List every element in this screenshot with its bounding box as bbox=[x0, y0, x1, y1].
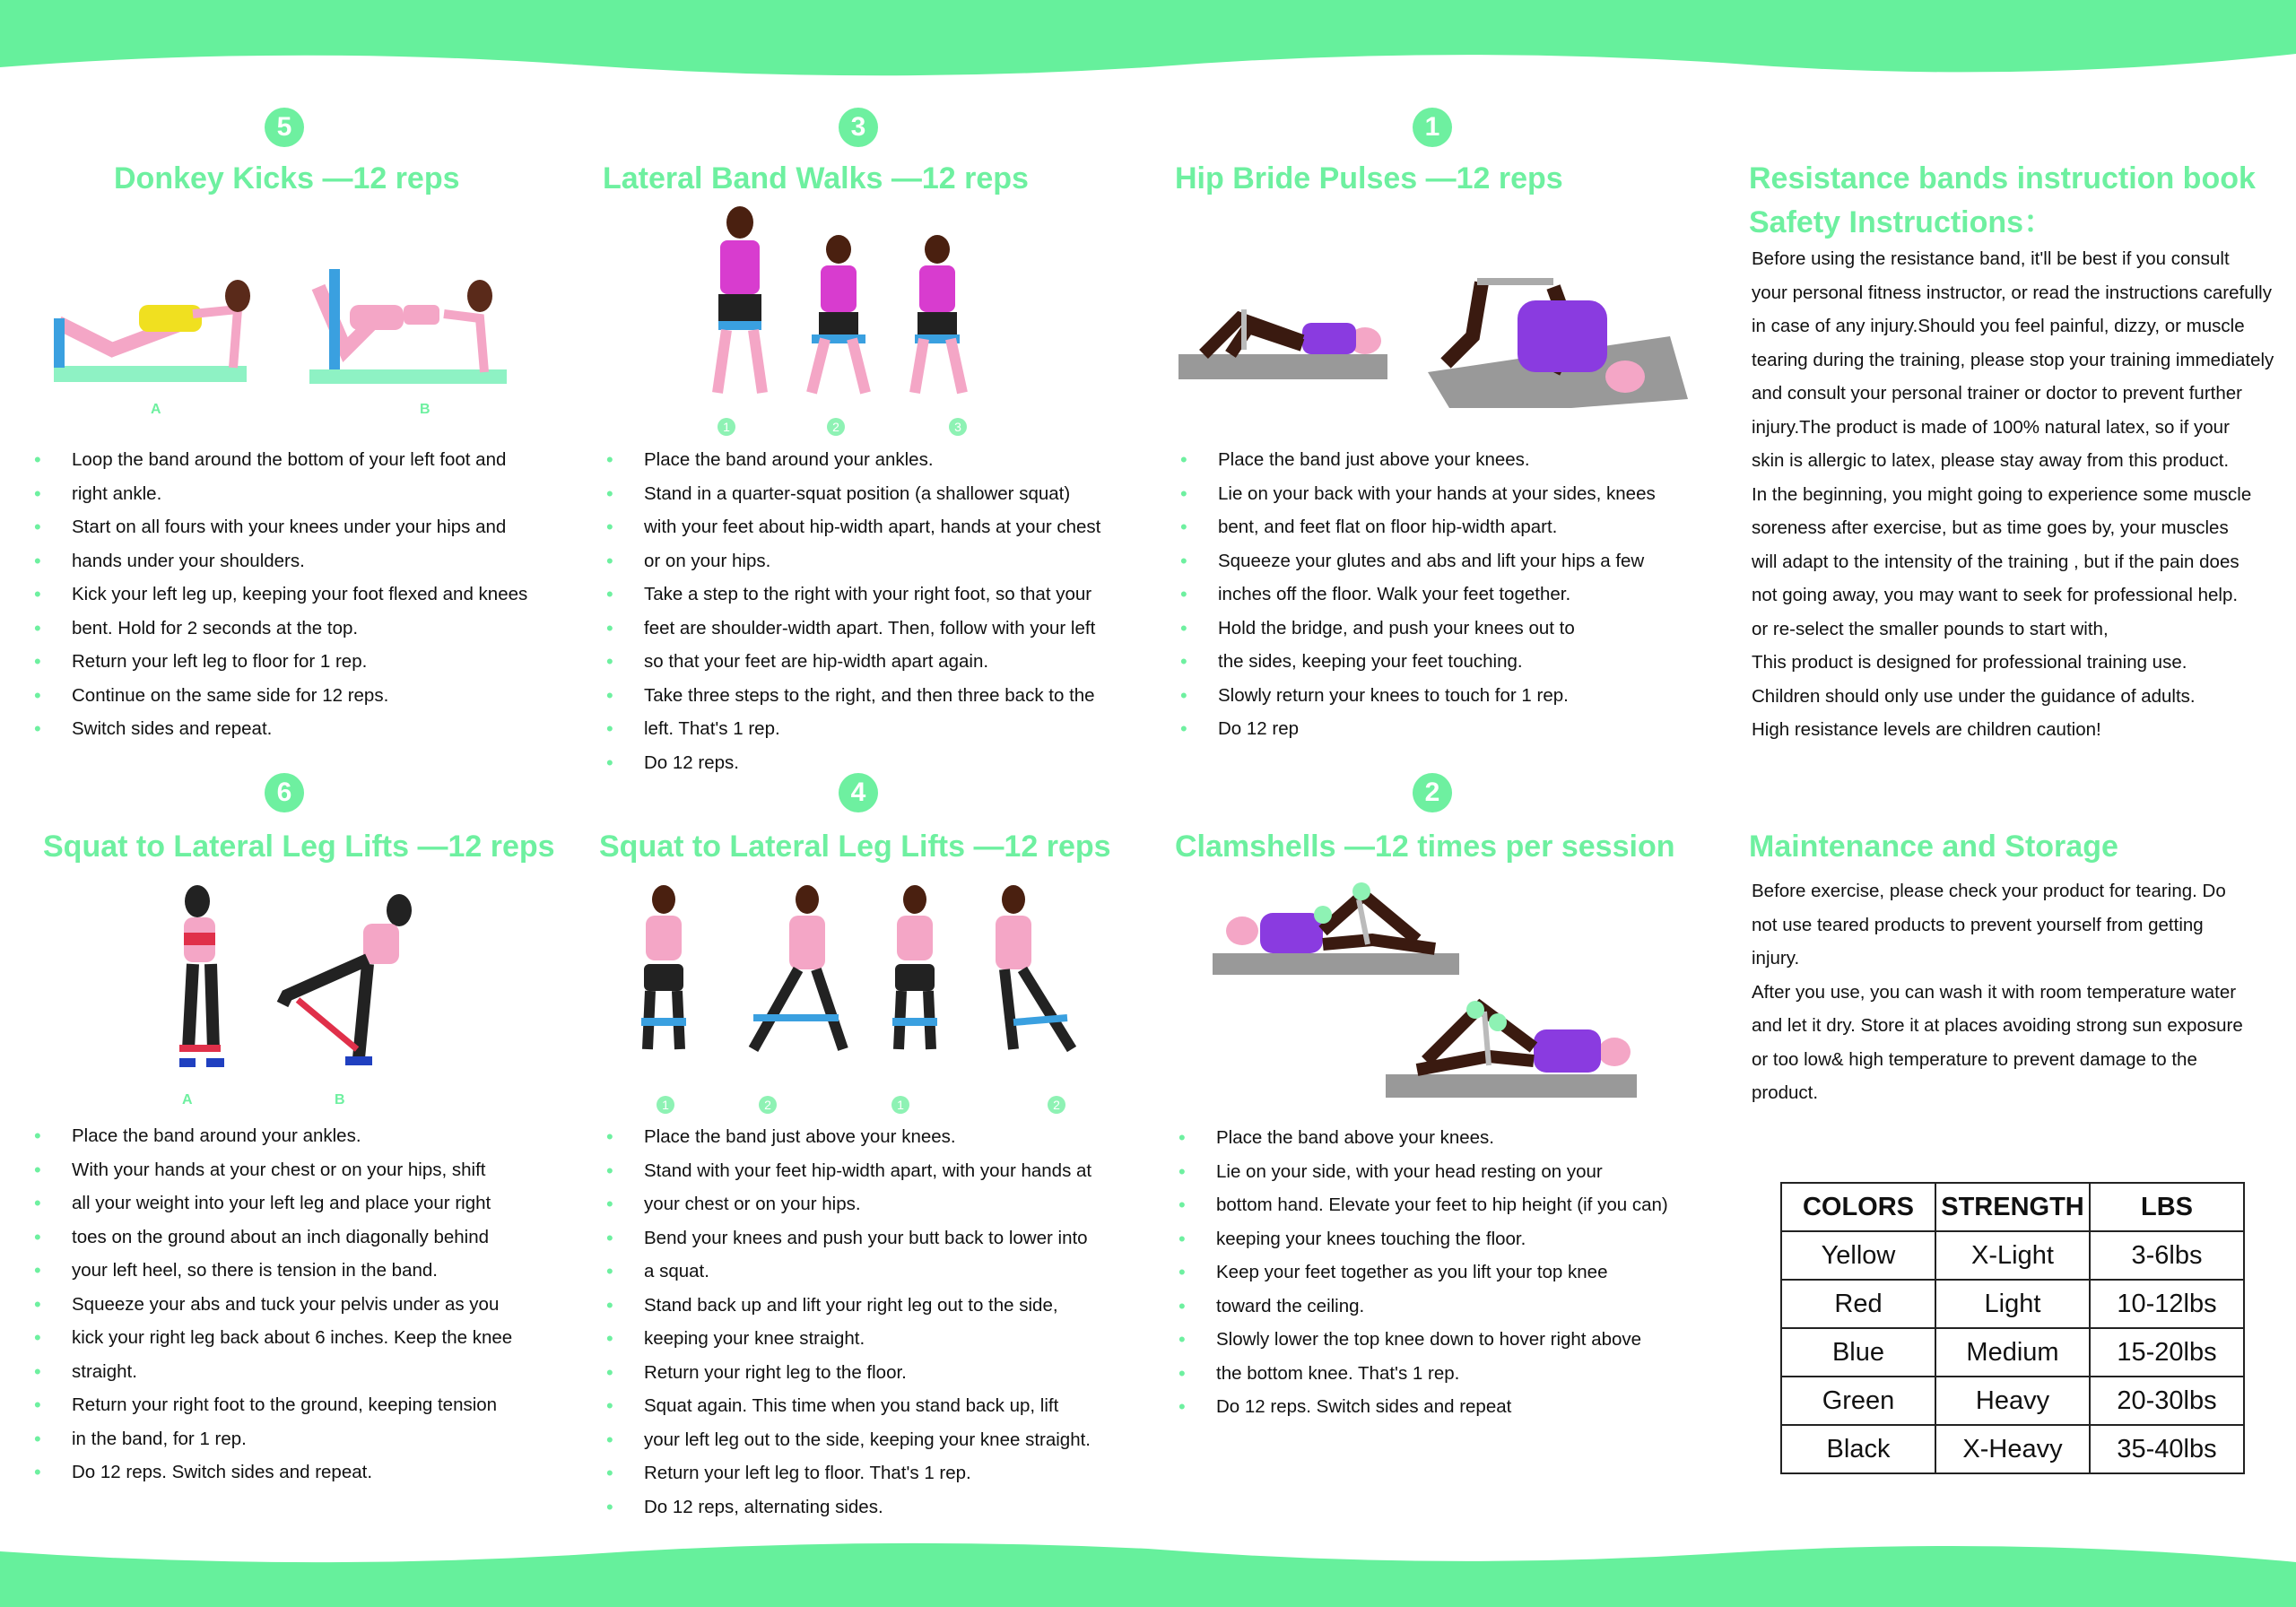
table-row bbox=[1781, 1425, 2244, 1473]
step-badge: 1 bbox=[1413, 108, 1452, 147]
list-item: • bent. Hold for 2 seconds at the top. bbox=[34, 612, 527, 646]
list-item: • bent, and feet flat on floor hip-width apart. bbox=[1180, 510, 1656, 544]
list-item: • Slowly lower the top knee down to hover right above bbox=[1178, 1323, 1668, 1357]
text-line: not going away, you may want to seek for professional help. bbox=[1752, 585, 2239, 605]
instruction-list bbox=[606, 443, 1100, 779]
list-item: • Do 12 rep bbox=[1180, 712, 1656, 746]
hip-bridge-illustration bbox=[1177, 265, 1688, 408]
list-item: • Return your left leg to floor for 1 rep. bbox=[34, 645, 527, 679]
step-badge: 4 bbox=[839, 773, 878, 812]
text-line: This product is designed for professional training use. bbox=[1752, 652, 2187, 673]
list-item: • Switch sides and repeat. bbox=[34, 712, 527, 746]
table-cell: Blue bbox=[1781, 1328, 1935, 1377]
list-item: • feet are shoulder-width apart. Then, follow with your left bbox=[606, 612, 1100, 646]
list-item: • or on your hips. bbox=[606, 544, 1100, 578]
safety-subtitle: Safety Instructions： bbox=[1749, 205, 2055, 239]
safety-text bbox=[1752, 242, 2274, 747]
step-badge: 5 bbox=[265, 108, 304, 147]
table-cell: Black bbox=[1781, 1425, 1935, 1473]
squat-leg-lift-illustration bbox=[628, 883, 1094, 1063]
exercise-title: Donkey Kicks —12 reps bbox=[114, 161, 460, 195]
list-item: • bottom hand. Elevate your feet to hip height (if you can) bbox=[1178, 1188, 1668, 1222]
list-item: • Return your left leg to floor. That's 1 rep. bbox=[606, 1456, 1091, 1490]
table-cell: Red bbox=[1781, 1280, 1935, 1328]
list-item: • Squeeze your abs and tuck your pelvis under as you bbox=[34, 1288, 512, 1322]
text-line: soreness after exercise, but as time goes by, your muscles bbox=[1752, 517, 2229, 538]
list-item: • Place the band around your ankles. bbox=[606, 443, 1100, 477]
list-item: • Return your right leg to the floor. bbox=[606, 1356, 1091, 1390]
exercise-title: Lateral Band Walks —12 reps bbox=[603, 161, 1029, 195]
list-item: • Take a step to the right with your right foot, so that your bbox=[606, 578, 1100, 612]
list-item: • Lie on your back with your hands at your sides, knees bbox=[1180, 477, 1656, 511]
text-line: tearing during the training, please stop your training immediately bbox=[1752, 349, 2274, 370]
instruction-list bbox=[1180, 443, 1656, 746]
table-header: STRENGTH bbox=[1935, 1183, 2090, 1231]
list-item: • with your feet about hip-width apart, hands at your chest bbox=[606, 510, 1100, 544]
figure-caption: A bbox=[151, 402, 161, 417]
list-item: • your left leg out to the side, keeping your knee straight. bbox=[606, 1423, 1091, 1457]
list-item: • Stand back up and lift your right leg out to the side, bbox=[606, 1289, 1091, 1323]
table-header-row bbox=[1781, 1183, 2244, 1231]
list-item: • Keep your feet together as you lift your top knee bbox=[1178, 1255, 1668, 1290]
text-line: Before exercise, please check your product for tearing. Do bbox=[1752, 881, 2226, 901]
figure-step-number: 1 bbox=[718, 418, 735, 436]
table-cell: X-Heavy bbox=[1935, 1425, 2090, 1473]
figure-step-number: 2 bbox=[1048, 1096, 1065, 1114]
text-line: or re-select the smaller pounds to start with, bbox=[1752, 618, 2109, 639]
list-item: • your left heel, so there is tension in the band. bbox=[34, 1254, 512, 1288]
list-item: • Stand in a quarter-squat position (a shallower squat) bbox=[606, 477, 1100, 511]
table-cell: 35-40lbs bbox=[2090, 1425, 2244, 1473]
instruction-list bbox=[34, 443, 527, 746]
list-item: • toward the ceiling. bbox=[1178, 1290, 1668, 1324]
text-line: Children should only use under the guidance of adults. bbox=[1752, 685, 2196, 707]
safety-title: Resistance bands instruction book bbox=[1749, 161, 2256, 195]
table-row bbox=[1781, 1231, 2244, 1280]
band-strength-table bbox=[1780, 1182, 2245, 1474]
text-line: and consult your personal trainer or doctor to prevent further bbox=[1752, 383, 2242, 404]
list-item: • all your weight into your left leg and place your right bbox=[34, 1186, 512, 1220]
instruction-list bbox=[1178, 1121, 1668, 1424]
top-wave-border bbox=[0, 0, 2296, 81]
table-cell: Green bbox=[1781, 1377, 1935, 1425]
list-item: • Place the band around your ankles. bbox=[34, 1119, 512, 1153]
table-cell: Heavy bbox=[1935, 1377, 2090, 1425]
list-item: • Slowly return your knees to touch for 1 rep. bbox=[1180, 679, 1656, 713]
list-item: • right ankle. bbox=[34, 477, 527, 511]
table-header: COLORS bbox=[1781, 1183, 1935, 1231]
list-item: • Continue on the same side for 12 reps. bbox=[34, 679, 527, 713]
table-cell: Medium bbox=[1935, 1328, 2090, 1377]
list-item: • straight. bbox=[34, 1355, 512, 1389]
text-line: your personal fitness instructor, or read the instructions carefully bbox=[1752, 282, 2272, 303]
clamshells-illustration bbox=[1211, 877, 1641, 1106]
list-item: • Squat again. This time when you stand back up, lift bbox=[606, 1389, 1091, 1423]
step-badge: 6 bbox=[265, 773, 304, 812]
instruction-list bbox=[606, 1120, 1091, 1524]
list-item: • the sides, keeping your feet touching. bbox=[1180, 645, 1656, 679]
figure-step-number: 1 bbox=[891, 1096, 909, 1114]
text-line: High resistance levels are children caution! bbox=[1752, 719, 2101, 740]
figure-step-number: 2 bbox=[827, 418, 845, 436]
list-item: • Take three steps to the right, and then three back to the bbox=[606, 679, 1100, 713]
exercise-title: Hip Bride Pulses —12 reps bbox=[1175, 161, 1563, 195]
lateral-band-walks-illustration bbox=[677, 204, 1000, 413]
table-cell: 3-6lbs bbox=[2090, 1231, 2244, 1280]
text-line: injury. bbox=[1752, 948, 1800, 969]
text-line: will adapt to the intensity of the training , but if the pain does bbox=[1752, 551, 2239, 572]
list-item: • a squat. bbox=[606, 1255, 1091, 1289]
list-item: • Stand with your feet hip-width apart, with your hands at bbox=[606, 1154, 1091, 1188]
exercise-title: Clamshells —12 times per session bbox=[1175, 830, 1675, 864]
text-line: not use teared products to prevent yourself from getting bbox=[1752, 914, 2204, 935]
squat-kickback-illustration bbox=[144, 883, 430, 1076]
list-item: • Squeeze your glutes and abs and lift your hips a few bbox=[1180, 544, 1656, 578]
text-line: or too low& high temperature to prevent damage to the bbox=[1752, 1048, 2197, 1070]
instruction-list bbox=[34, 1119, 512, 1490]
text-line: skin is allergic to latex, please stay away from this product. bbox=[1752, 450, 2230, 471]
text-line: injury.The product is made of 100% natural latex, so if your bbox=[1752, 416, 2230, 438]
list-item: • toes on the ground about an inch diagonally behind bbox=[34, 1220, 512, 1255]
list-item: • Return your right foot to the ground, keeping tension bbox=[34, 1388, 512, 1422]
table-row bbox=[1781, 1280, 2244, 1328]
table-header: LBS bbox=[2090, 1183, 2244, 1231]
list-item: • With your hands at your chest or on your hips, shift bbox=[34, 1153, 512, 1187]
figure-step-number: 1 bbox=[657, 1096, 674, 1114]
list-item: • in the band, for 1 rep. bbox=[34, 1422, 512, 1456]
list-item: • Place the band above your knees. bbox=[1178, 1121, 1668, 1155]
list-item: • Loop the band around the bottom of your left foot and bbox=[34, 443, 527, 477]
table-cell: Light bbox=[1935, 1280, 2090, 1328]
table-cell: 15-20lbs bbox=[2090, 1328, 2244, 1377]
table-cell: 10-12lbs bbox=[2090, 1280, 2244, 1328]
list-item: • Do 12 reps, alternating sides. bbox=[606, 1490, 1091, 1524]
list-item: • Do 12 reps. bbox=[606, 746, 1100, 780]
text-line: In the beginning, you might going to experience some muscle bbox=[1752, 483, 2252, 505]
list-item: • Do 12 reps. Switch sides and repeat. bbox=[34, 1455, 512, 1490]
list-item: • Hold the bridge, and push your knees out to bbox=[1180, 612, 1656, 646]
list-item: • keeping your knees touching the floor. bbox=[1178, 1222, 1668, 1256]
exercise-title: Squat to Lateral Leg Lifts —12 reps bbox=[599, 830, 1111, 864]
list-item: • left. That's 1 rep. bbox=[606, 712, 1100, 746]
figure-caption: A bbox=[182, 1092, 193, 1108]
exercise-title: Squat to Lateral Leg Lifts —12 reps bbox=[43, 830, 555, 864]
list-item: • your chest or on your hips. bbox=[606, 1187, 1091, 1221]
list-item: • inches off the floor. Walk your feet together. bbox=[1180, 578, 1656, 612]
list-item: • Bend your knees and push your butt back to lower into bbox=[606, 1221, 1091, 1255]
list-item: • hands under your shoulders. bbox=[34, 544, 527, 578]
text-line: in case of any injury.Should you feel painful, dizzy, or muscle bbox=[1752, 316, 2245, 336]
figure-caption: B bbox=[420, 402, 430, 417]
list-item: • the bottom knee. That's 1 rep. bbox=[1178, 1357, 1668, 1391]
figure-caption: B bbox=[335, 1092, 345, 1108]
step-badge: 2 bbox=[1413, 773, 1452, 812]
list-item: • Place the band just above your knees. bbox=[606, 1120, 1091, 1154]
list-item: • Lie on your side, with your head resting on your bbox=[1178, 1155, 1668, 1189]
list-item: • Start on all fours with your knees under your hips and bbox=[34, 510, 527, 544]
list-item: • Do 12 reps. Switch sides and repeat bbox=[1178, 1390, 1668, 1424]
table-row bbox=[1781, 1328, 2244, 1377]
figure-step-number: 2 bbox=[759, 1096, 777, 1114]
figure-step-number: 3 bbox=[949, 418, 967, 436]
list-item: • Place the band just above your knees. bbox=[1180, 443, 1656, 477]
list-item: • Kick your left leg up, keeping your foot flexed and knees bbox=[34, 578, 527, 612]
bottom-wave-border bbox=[0, 1535, 2296, 1607]
table-cell: X-Light bbox=[1935, 1231, 2090, 1280]
table-cell: Yellow bbox=[1781, 1231, 1935, 1280]
text-line: product. bbox=[1752, 1082, 1819, 1103]
list-item: • keeping your knee straight. bbox=[606, 1322, 1091, 1356]
text-line: and let it dry. Store it at places avoiding strong sun exposure bbox=[1752, 1015, 2243, 1036]
maintenance-text bbox=[1752, 874, 2243, 1110]
donkey-kicks-illustration bbox=[49, 260, 516, 395]
table-row bbox=[1781, 1377, 2244, 1425]
text-line: Before using the resistance band, it'll be best if you consult bbox=[1752, 248, 2230, 269]
list-item: • so that your feet are hip-width apart again. bbox=[606, 645, 1100, 679]
table-cell: 20-30lbs bbox=[2090, 1377, 2244, 1425]
step-badge: 3 bbox=[839, 108, 878, 147]
list-item: • kick your right leg back about 6 inches. Keep the knee bbox=[34, 1321, 512, 1355]
text-line: After you use, you can wash it with room temperature water bbox=[1752, 981, 2237, 1003]
maintenance-title: Maintenance and Storage bbox=[1749, 830, 2118, 864]
